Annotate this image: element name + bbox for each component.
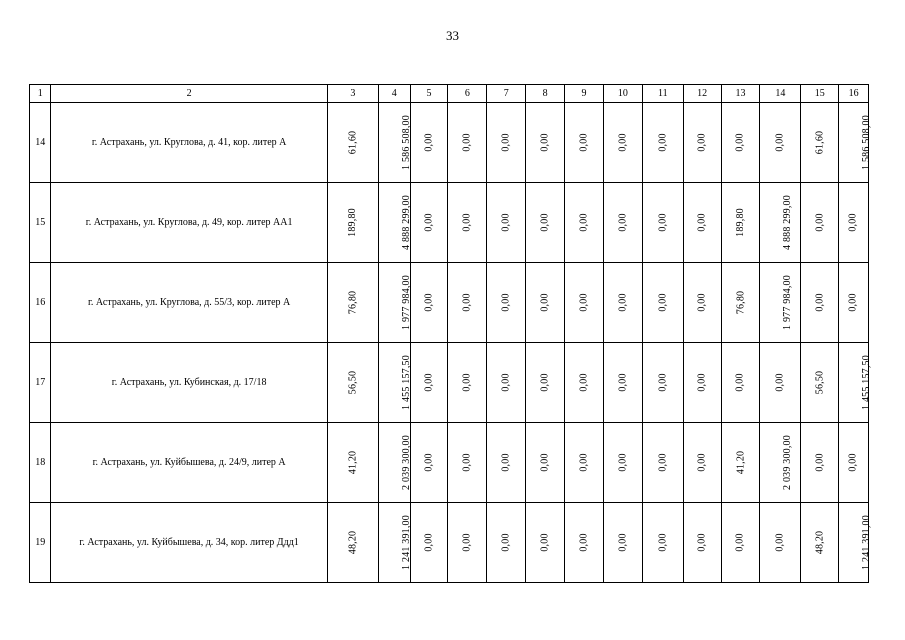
value-cell (487, 503, 526, 583)
address-cell: г. Астрахань, ул. Кубинская, д. 17/18 (51, 343, 327, 423)
value-cell (603, 103, 642, 183)
value-cell (526, 503, 565, 583)
value-text: 0,00 (617, 453, 629, 472)
value-cell (683, 423, 721, 503)
value-cell (603, 503, 642, 583)
value-text: 0,00 (423, 533, 435, 552)
column-header: 6 (448, 85, 487, 103)
value-text: 61,60 (347, 130, 359, 155)
value-text: 0,00 (461, 533, 473, 552)
value-text: 0,00 (500, 293, 512, 312)
value-cell (839, 103, 873, 183)
value-text: 0,00 (848, 213, 860, 232)
value-cell (487, 343, 526, 423)
value-cell (526, 263, 565, 343)
row-number: 14 (30, 103, 51, 183)
value-text: 1 455 157,50 (861, 355, 873, 410)
value-text: 1 586 508,00 (861, 115, 873, 170)
row-number: 16 (30, 263, 51, 343)
value-cell (642, 183, 683, 263)
value-cell (839, 423, 869, 503)
value-text: 2 039 300,00 (782, 435, 794, 490)
value-text: 0,00 (578, 373, 590, 392)
row-number: 17 (30, 343, 51, 423)
value-cell (721, 183, 760, 263)
value-text: 0,00 (657, 453, 669, 472)
value-text: 0,00 (461, 453, 473, 472)
value-cell (410, 423, 448, 503)
value-cell (487, 263, 526, 343)
row-number: 18 (30, 423, 51, 503)
value-cell (410, 103, 448, 183)
value-cell (801, 263, 839, 343)
value-cell (487, 183, 526, 263)
column-header: 11 (642, 85, 683, 103)
value-text: 0,00 (617, 533, 629, 552)
value-text: 0,00 (461, 133, 473, 152)
value-cell (683, 503, 721, 583)
table-row (30, 263, 869, 343)
value-cell (603, 263, 642, 343)
value-cell (378, 183, 410, 263)
value-cell (327, 263, 378, 343)
value-text: 0,00 (696, 533, 708, 552)
value-text: 0,00 (696, 293, 708, 312)
value-cell (378, 103, 410, 183)
column-header: 7 (487, 85, 526, 103)
column-header: 10 (603, 85, 642, 103)
column-header: 3 (327, 85, 378, 103)
value-text: 0,00 (539, 533, 551, 552)
value-cell (839, 503, 873, 583)
value-cell (603, 183, 642, 263)
value-text: 4 888 299,00 (400, 195, 412, 250)
value-text: 0,00 (578, 293, 590, 312)
value-cell (327, 423, 378, 503)
value-text: 48,20 (814, 530, 826, 555)
value-text: 0,00 (696, 133, 708, 152)
value-text: 0,00 (500, 133, 512, 152)
value-text: 0,00 (735, 533, 747, 552)
value-text: 76,80 (347, 290, 359, 315)
value-text: 0,00 (617, 213, 629, 232)
value-cell (378, 343, 410, 423)
value-text: 0,00 (539, 293, 551, 312)
value-cell (378, 423, 410, 503)
value-text: 2 039 300,00 (400, 435, 412, 490)
value-cell (642, 423, 683, 503)
value-text: 1 977 984,00 (782, 275, 794, 330)
value-text: 0,00 (539, 453, 551, 472)
value-cell (410, 503, 448, 583)
value-cell (448, 263, 487, 343)
value-text: 0,00 (814, 453, 826, 472)
value-cell (327, 183, 378, 263)
value-text: 0,00 (657, 293, 669, 312)
value-text: 0,00 (500, 533, 512, 552)
address-cell: г. Астрахань, ул. Круглова, д. 41, кор. литер А (51, 103, 327, 183)
value-text: 0,00 (617, 133, 629, 152)
value-text: 0,00 (578, 213, 590, 232)
value-cell (760, 503, 801, 583)
value-cell (603, 423, 642, 503)
value-cell (526, 103, 565, 183)
value-cell (642, 343, 683, 423)
column-header: 8 (526, 85, 565, 103)
value-text: 0,00 (617, 293, 629, 312)
address-cell: г. Астрахань, ул. Круглова, д. 49, кор. литер АА1 (51, 183, 327, 263)
value-text: 48,20 (347, 530, 359, 555)
value-text: 0,00 (423, 133, 435, 152)
address-cell: г. Астрахань, ул. Куйбышева, д. 34, кор. литер Ддд1 (51, 503, 327, 583)
row-number: 19 (30, 503, 51, 583)
value-cell (721, 343, 760, 423)
value-text: 0,00 (657, 213, 669, 232)
value-text: 1 241 391,00 (400, 515, 412, 570)
value-cell (526, 423, 565, 503)
value-cell (801, 183, 839, 263)
value-text: 189,80 (347, 208, 359, 237)
value-cell (327, 503, 378, 583)
value-cell (487, 423, 526, 503)
value-cell (801, 343, 839, 423)
column-header: 1 (30, 85, 51, 103)
data-table (29, 84, 873, 583)
value-cell (327, 103, 378, 183)
table-row (30, 343, 869, 423)
value-cell (448, 183, 487, 263)
value-cell (410, 183, 448, 263)
header-row (30, 85, 869, 103)
value-cell (565, 503, 604, 583)
value-text: 1 241 391,00 (861, 515, 873, 570)
value-cell (839, 263, 869, 343)
value-cell (565, 423, 604, 503)
value-text: 0,00 (735, 133, 747, 152)
column-header: 14 (760, 85, 801, 103)
value-cell (683, 343, 721, 423)
value-text: 189,80 (735, 208, 747, 237)
value-text: 0,00 (539, 213, 551, 232)
value-cell (448, 503, 487, 583)
table-body (30, 103, 873, 583)
value-cell (448, 423, 487, 503)
value-text: 56,50 (814, 370, 826, 395)
value-text: 0,00 (423, 293, 435, 312)
value-cell (642, 263, 683, 343)
value-cell (526, 343, 565, 423)
column-header: 12 (683, 85, 721, 103)
value-cell (642, 103, 683, 183)
value-cell (721, 503, 760, 583)
value-cell (760, 263, 801, 343)
value-text: 0,00 (617, 373, 629, 392)
value-cell (760, 183, 801, 263)
row-number: 15 (30, 183, 51, 263)
value-cell (760, 343, 801, 423)
address-cell: г. Астрахань, ул. Круглова, д. 55/3, кор. литер А (51, 263, 327, 343)
column-header: 16 (839, 85, 869, 103)
table-row (30, 503, 869, 583)
value-text: 0,00 (578, 533, 590, 552)
value-text: 0,00 (461, 373, 473, 392)
value-text: 0,00 (423, 373, 435, 392)
value-cell (410, 343, 448, 423)
value-cell (721, 423, 760, 503)
value-text: 61,60 (814, 130, 826, 155)
value-text: 0,00 (461, 293, 473, 312)
value-text: 0,00 (774, 133, 786, 152)
column-header: 15 (801, 85, 839, 103)
value-text: 0,00 (578, 453, 590, 472)
value-text: 0,00 (539, 133, 551, 152)
column-header: 9 (565, 85, 604, 103)
value-text: 0,00 (735, 373, 747, 392)
value-text: 0,00 (848, 293, 860, 312)
value-text: 0,00 (657, 133, 669, 152)
value-cell (760, 103, 801, 183)
value-text: 1 977 984,00 (400, 275, 412, 330)
value-cell (565, 103, 604, 183)
column-header: 4 (378, 85, 410, 103)
column-header: 5 (410, 85, 448, 103)
value-cell (565, 263, 604, 343)
value-cell (448, 343, 487, 423)
value-text: 0,00 (657, 373, 669, 392)
value-text: 56,50 (347, 370, 359, 395)
value-cell (760, 423, 801, 503)
value-cell (448, 103, 487, 183)
value-cell (487, 103, 526, 183)
table-row (30, 103, 869, 183)
page-number: 33 (446, 28, 459, 43)
value-cell (683, 263, 721, 343)
value-cell (565, 343, 604, 423)
value-cell (683, 103, 721, 183)
value-text: 0,00 (848, 453, 860, 472)
value-text: 4 888 299,00 (782, 195, 794, 250)
value-cell (378, 263, 410, 343)
value-text: 0,00 (423, 453, 435, 472)
value-cell (327, 343, 378, 423)
value-text: 0,00 (539, 373, 551, 392)
value-text: 0,00 (578, 133, 590, 152)
value-cell (603, 343, 642, 423)
value-text: 0,00 (657, 533, 669, 552)
address-cell: г. Астрахань, ул. Куйбышева, д. 24/9, литер А (51, 423, 327, 503)
value-cell (801, 503, 839, 583)
value-text: 1 586 508,00 (400, 115, 412, 170)
value-text: 0,00 (461, 213, 473, 232)
value-cell (801, 103, 839, 183)
value-text: 41,20 (347, 450, 359, 475)
column-header: 2 (51, 85, 327, 103)
value-text: 0,00 (774, 533, 786, 552)
value-text: 0,00 (500, 373, 512, 392)
table-row (30, 423, 869, 503)
value-text: 41,20 (735, 450, 747, 475)
table-row (30, 183, 869, 263)
value-text: 76,80 (735, 290, 747, 315)
value-text: 1 455 157,50 (400, 355, 412, 410)
value-cell (839, 343, 873, 423)
value-cell (526, 183, 565, 263)
value-cell (721, 103, 760, 183)
value-text: 0,00 (696, 453, 708, 472)
value-cell (801, 423, 839, 503)
value-cell (721, 263, 760, 343)
column-header: 13 (721, 85, 760, 103)
value-text: 0,00 (774, 373, 786, 392)
value-cell (378, 503, 410, 583)
value-text: 0,00 (500, 213, 512, 232)
value-cell (565, 183, 604, 263)
value-text: 0,00 (814, 293, 826, 312)
value-text: 0,00 (696, 213, 708, 232)
value-cell (839, 183, 869, 263)
value-cell (642, 503, 683, 583)
value-text: 0,00 (423, 213, 435, 232)
value-cell (683, 183, 721, 263)
value-cell (410, 263, 448, 343)
value-text: 0,00 (696, 373, 708, 392)
value-text: 0,00 (814, 213, 826, 232)
value-text: 0,00 (500, 453, 512, 472)
